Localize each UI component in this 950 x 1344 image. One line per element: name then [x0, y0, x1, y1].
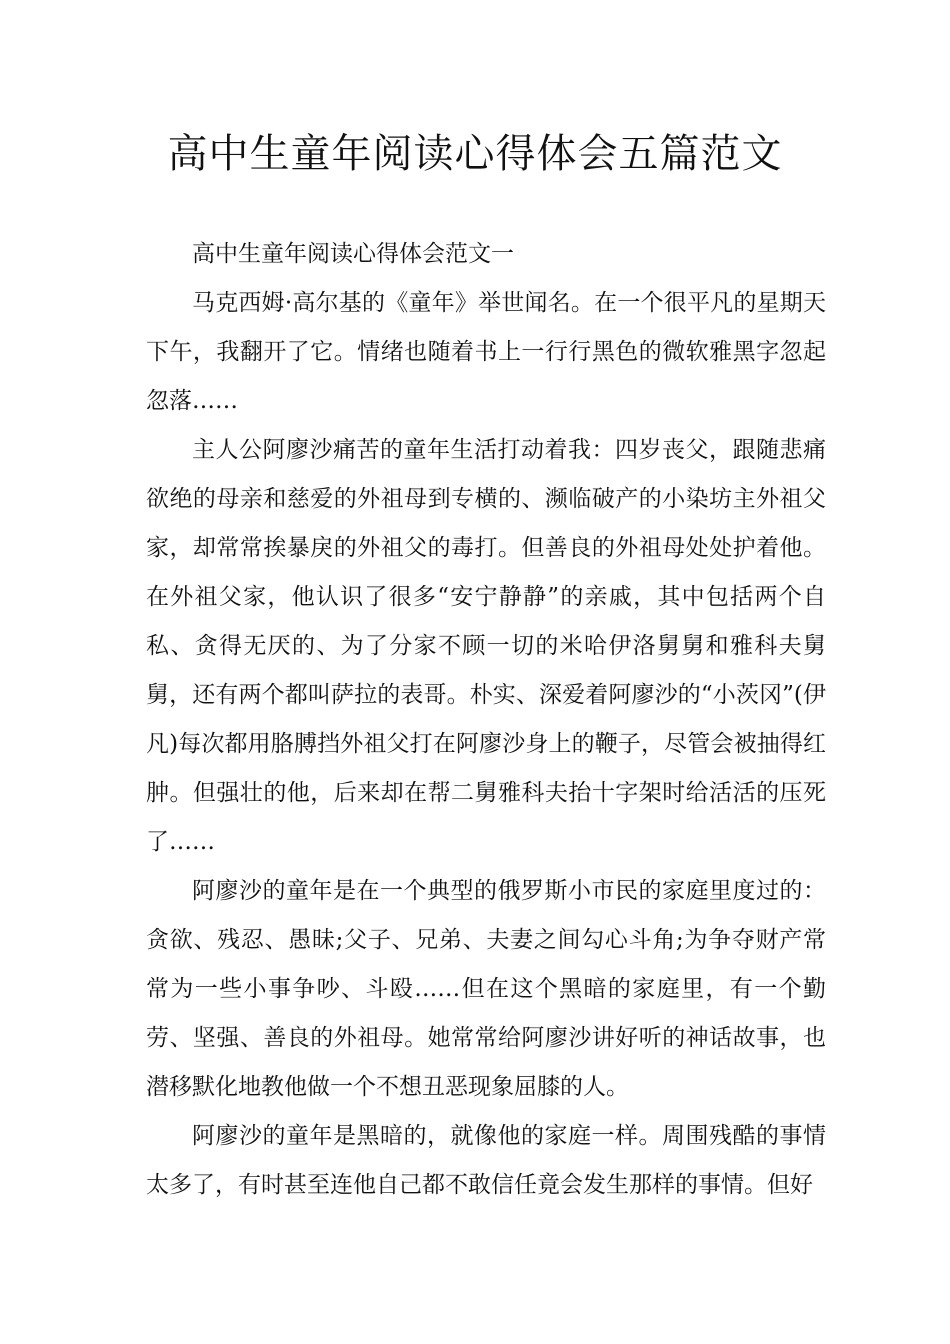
section-subtitle: 高中生童年阅读心得体会范文一: [192, 241, 514, 267]
document-title: 高中生童年阅读心得体会五篇范文: [167, 131, 783, 177]
paragraph-3: 阿廖沙的童年是在一个典型的俄罗斯小市民的家庭里度过的：贪欲、残忍、愚昧;父子、兄弟、夫妻之间勾心斗角;为争夺财产常常为一些小事争吵、斗殴……但在这个黑暗的家庭里，有一个勤劳、坚强、善良的外祖母。她常常给阿廖沙讲好听的神话故事，也潜移默化地教他做一个不想丑恶现象屈膝的人。: [146, 878, 826, 1100]
document-body: [146, 230, 826, 1210]
paragraph-4: 阿廖沙的童年是黑暗的，就像他的家庭一样。周围残酷的事情太多了，有时甚至连他自己都不敢信任竟会发生那样的事情。但好: [146, 1123, 826, 1198]
paragraph-1: 马克西姆·高尔基的《童年》举世闻名。在一个很平凡的星期天下午，我翻开了它。情绪也随着书上一行行黑色的微软雅黑字忽起忽落……: [146, 290, 826, 414]
paragraph-2: 主人公阿廖沙痛苦的童年生活打动着我：四岁丧父，跟随悲痛欲绝的母亲和慈爱的外祖母到专横的、濒临破产的小染坊主外祖父家，却常常挨暴戾的外祖父的毒打。但善良的外祖母处处护着他。在外祖父家，他认识了很多“安宁静静”的亲戚，其中包括两个自私、贪得无厌的、为了分家不顾一切的米哈伊洛舅舅和雅科夫舅舅，还有两个都叫萨拉的表哥。朴实、深爱着阿廖沙的“小茨冈”(伊凡)每次都用胳膊挡外祖父打在阿廖沙身上的鞭子，尽管会被抽得红肿。但强壮的他，后来却在帮二舅雅科夫抬十字架时给活活的压死了……: [146, 437, 826, 855]
